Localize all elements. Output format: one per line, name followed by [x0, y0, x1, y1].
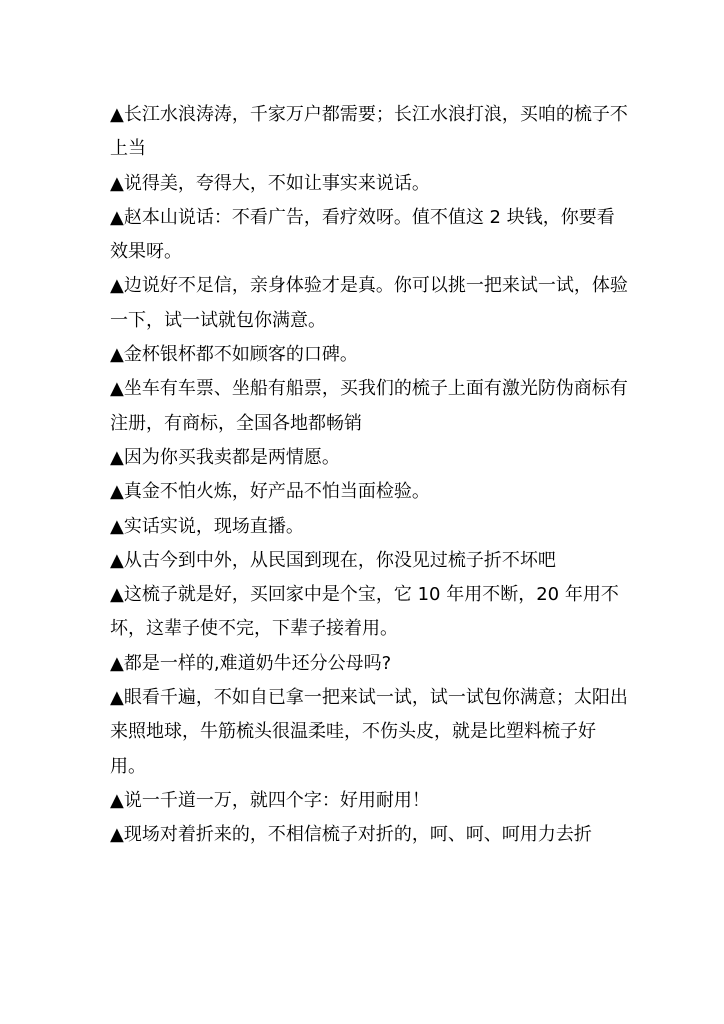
document-body	[110, 98, 630, 853]
paragraph-2: ▲说得美，夸得大，不如让事实来说话。	[110, 172, 430, 194]
paragraph-5: ▲金杯银杯都不如顾客的口碑。	[110, 344, 358, 366]
paragraph-1: ▲长江水浪涛涛，千家万户都需要；长江水浪打浪，买咱的梳子不上当	[110, 104, 628, 160]
paragraph-8: ▲真金不怕火炼，好产品不怕当面检验。	[110, 481, 430, 503]
paragraph-9: ▲实话实说，现场直播。	[110, 515, 304, 537]
paragraph-13: ▲眼看千遍，不如自已拿一把来试一试，试一试包你满意；太阳出来照地球，牛筋梳头很温柔哇，不伤头皮，就是比塑料梳子好用。	[110, 687, 628, 777]
paragraph-15: ▲现场对着折来的，不相信梳子对折的，呵、呵、呵用力去折	[110, 824, 592, 846]
paragraph-7: ▲因为你买我卖都是两情愿。	[110, 446, 340, 468]
paragraph-12: ▲都是一样的,难道奶牛还分公母吗?	[110, 652, 392, 674]
paragraph-14: ▲说一千道一万，就四个字：好用耐用！	[110, 789, 430, 811]
paragraph-6: ▲坐车有车票、坐船有船票，买我们的梳子上面有激光防伪商标有注册，有商标，全国各地都畅销	[110, 378, 628, 434]
paragraph-4: ▲边说好不足信，亲身体验才是真。你可以挑一把来试一试，体验一下，试一试就包你满意。	[110, 275, 628, 331]
paragraph-10: ▲从古今到中外，从民国到现在，你没见过梳子折不坏吧	[110, 549, 556, 571]
paragraph-3: ▲赵本山说话：不看广告，看疗效呀。值不值这 2 块钱，你要看效果呀。	[110, 206, 615, 263]
paragraph-11: ▲这梳子就是好，买回家中是个宝，它 10 年用不断，20 年用不坏，这辈子使不完，下辈子接着用。	[110, 584, 619, 640]
